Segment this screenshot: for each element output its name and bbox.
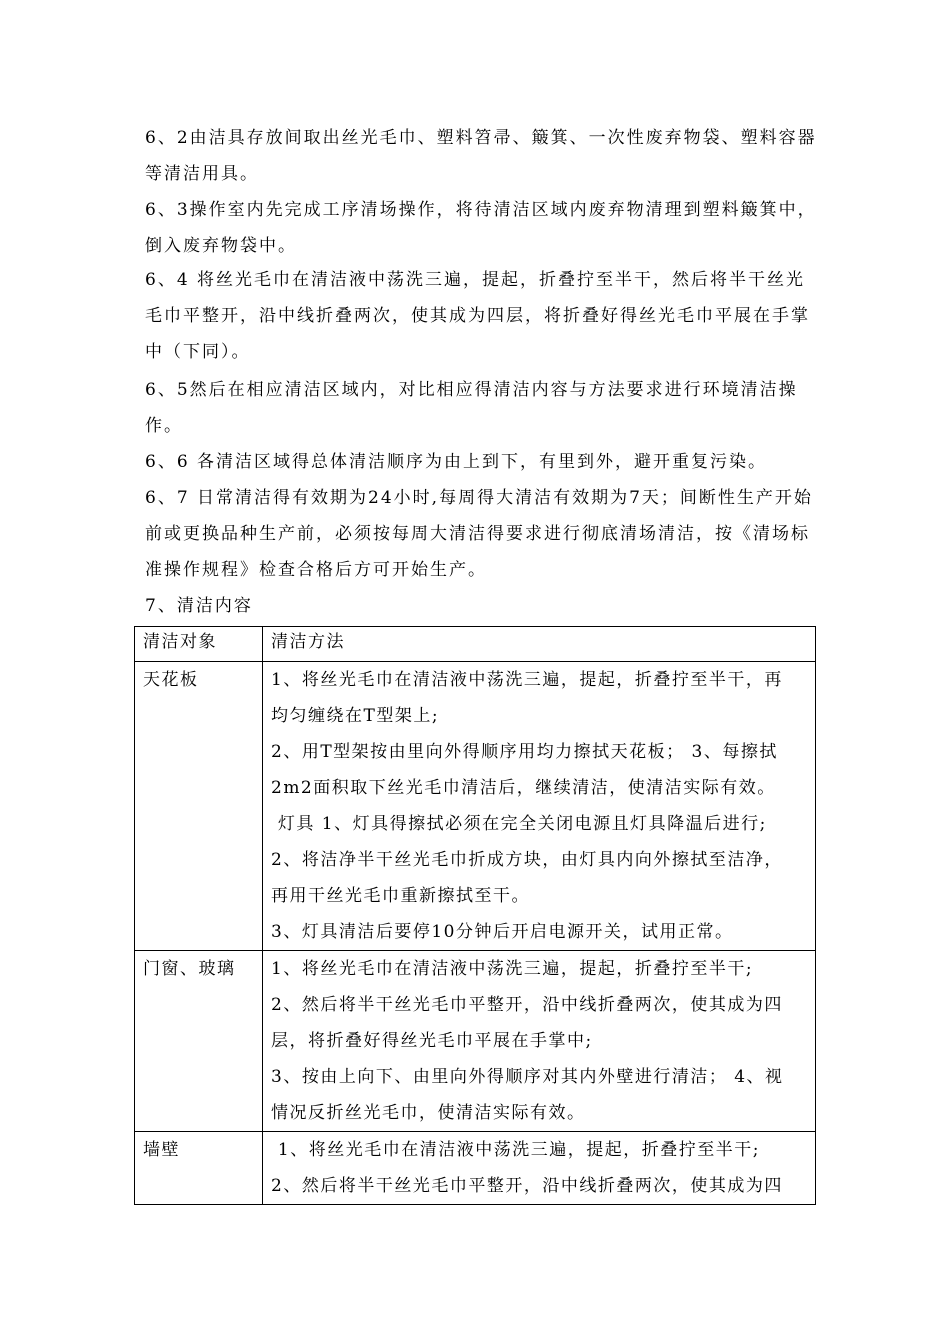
row-method-doors-windows: [263, 951, 816, 1132]
row-object-doors-windows: [135, 951, 263, 1132]
paragraph-6-7: 6、7 日常清洁得有效期为24小时,每周得大清洁有效期为7天；间断性生产开始前或更换品种生产前，必须按每周大清洁得要求进行彻底清场清洁，按《清场标准操作规程》检查合格后方可开始生产。: [145, 488, 813, 580]
table-header-row: [135, 627, 816, 662]
method-line: 情况反折丝光毛巾，使清洁实际有效。: [271, 1103, 586, 1123]
method-line: 均匀缠绕在T型架上;: [271, 706, 440, 726]
method-line: 再用干丝光毛巾重新擦拭至干。: [271, 886, 530, 906]
method-line: 1、将丝光毛巾在清洁液中荡洗三遍，提起，折叠拧至半干，再: [271, 670, 783, 690]
paragraph-6-3: 6、3操作室内先完成工序清场操作，将待清洁区域内废弃物清理到塑料簸箕中，倒入废弃物袋中。: [145, 200, 817, 256]
method-line: 3、按由上向下、由里向外得顺序对其内外壁进行清洁； 4、视: [271, 1067, 784, 1087]
cleaning-content-table: [134, 626, 816, 1205]
method-line: 1、将丝光毛巾在清洁液中荡洗三遍，提起，折叠拧至半干;: [271, 959, 754, 979]
method-line: 2、用T型架按由里向外得顺序用均力擦拭天花板； 3、每擦拭: [271, 742, 778, 762]
table-row: [135, 951, 816, 1132]
paragraph-6-4: 6、4 将丝光毛巾在清洁液中荡洗三遍，提起，折叠拧至半干，然后将半干丝光毛巾平整开，沿中线折叠两次，使其成为四层，将折叠好得丝光毛巾平展在手掌中（下同）。: [145, 270, 810, 362]
method-line: 3、灯具清洁后要停10分钟后开启电源开关，试用正常。: [271, 922, 734, 942]
row-method-walls: [263, 1132, 816, 1205]
header-cleaning-object: 清洁对象: [135, 627, 263, 662]
method-line: 2m2面积取下丝光毛巾清洁后，继续清洁，使清洁实际有效。: [271, 778, 776, 798]
method-line: 2、将洁净半干丝光毛巾折成方块，由灯具内向外擦拭至洁净，: [271, 850, 783, 870]
row-object-ceiling: [135, 662, 263, 951]
object-label: 墙壁: [143, 1140, 180, 1160]
method-line: 灯具 1、灯具得擦拭必须在完全关闭电源且灯具降温后进行;: [271, 814, 767, 834]
paragraph-6-2: 6、2由洁具存放间取出丝光毛巾、塑料笤帚、簸箕、一次性废弃物袋、塑料容器等清洁用具。: [145, 128, 817, 184]
method-line: 2、然后将半干丝光毛巾平整开，沿中线折叠两次，使其成为四: [271, 995, 783, 1015]
method-line: 1、将丝光毛巾在清洁液中荡洗三遍，提起，折叠拧至半干;: [271, 1140, 760, 1160]
table-row: [135, 1132, 816, 1205]
row-method-ceiling: [263, 662, 816, 951]
method-line: 层，将折叠好得丝光毛巾平展在手掌中;: [271, 1031, 593, 1051]
object-label: 天花板: [143, 670, 199, 690]
table-row: [135, 662, 816, 951]
method-line: 2、然后将半干丝光毛巾平整开，沿中线折叠两次，使其成为四: [271, 1176, 783, 1196]
paragraph-6-5: 6、5然后在相应清洁区域内，对比相应得清洁内容与方法要求进行环境清洁操作。: [145, 380, 798, 436]
row-object-walls: [135, 1132, 263, 1205]
header-cleaning-method: 清洁方法: [263, 627, 816, 662]
paragraph-6-6: 6、6 各清洁区域得总体清洁顺序为由上到下，有里到外，避开重复污染。: [145, 452, 768, 472]
object-label: 门窗、玻璃: [143, 959, 236, 979]
section-heading-7: 7、清洁内容: [145, 596, 253, 616]
